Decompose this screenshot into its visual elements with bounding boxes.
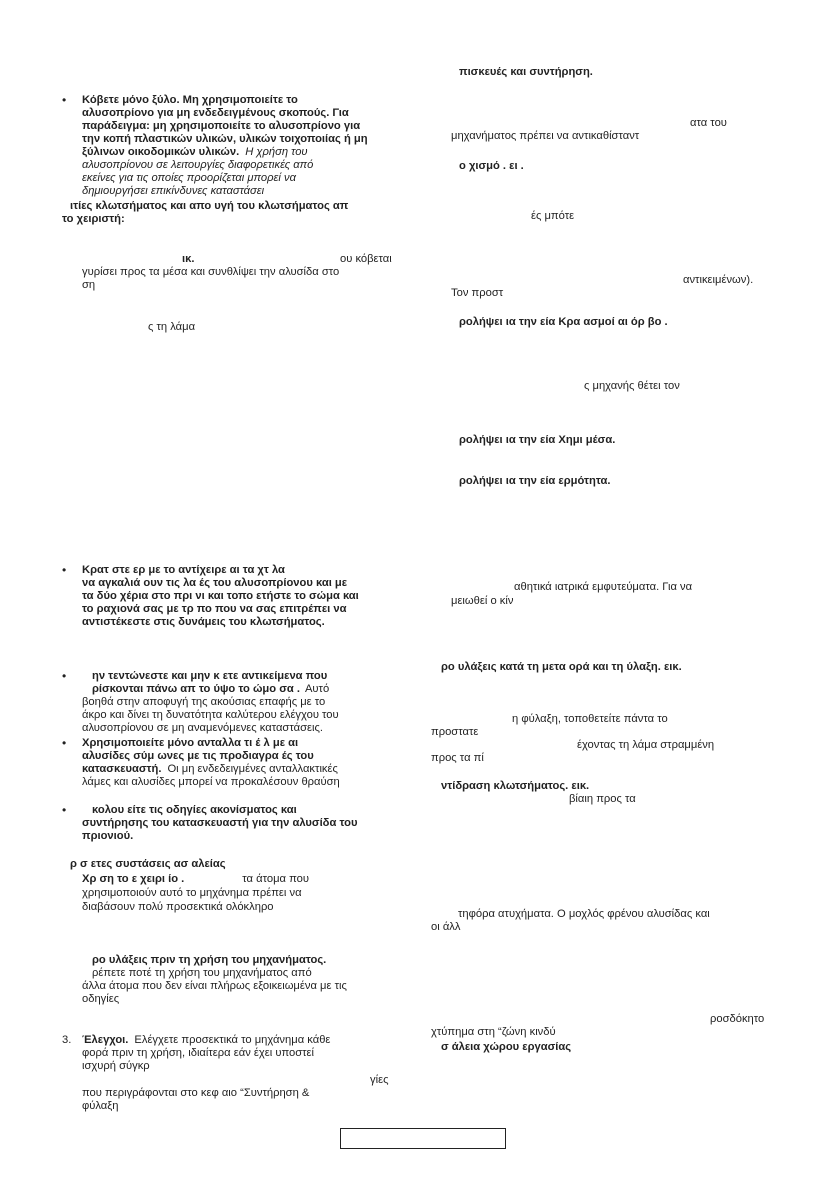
- bullet1-line5-bold: ξύλινων οικοδομικών υλικών.: [82, 146, 240, 158]
- item2-line4: οδηγίες: [82, 993, 120, 1005]
- right-line: έχοντας τη λάμα στραμμένη: [577, 739, 715, 751]
- right-kickback-heading: ντίδραση κλωτσήματος. εικ.: [441, 780, 590, 792]
- right-workplace-safety-heading: σ άλεια χώρου εργασίας: [441, 1041, 572, 1053]
- right-equipment-heading: ο χισμό . ει .: [459, 160, 524, 172]
- bullet4-line4: λάμες και αλυσίδες μπορεί να προκαλέσουν θραύση: [82, 776, 340, 788]
- bullet4-line2: αλυσίδες σύμ ωνες με τις προδιαγρα ές του: [82, 750, 314, 762]
- right-line: βίαιη προς τα: [569, 793, 636, 805]
- bullet4-line3: [82, 763, 338, 777]
- right-line: οι άλλ: [431, 921, 461, 933]
- kickback-heading-line2: το χειριστή:: [62, 213, 125, 225]
- bullet4-line3-bold: κατασκευαστή.: [82, 763, 162, 775]
- item3-line1: [82, 1034, 330, 1048]
- bullet5-line1: κολου είτε τις οδηγίες ακονίσματος και: [92, 804, 297, 816]
- bullet5-line2: συντήρησης του κατασκευαστή για την αλυσίδα του: [82, 817, 358, 829]
- item1-title: Χρ ση το ε χειρι ίο .: [82, 873, 185, 885]
- bullet1-line5-italic: Η χρήση του: [245, 146, 308, 158]
- bullet1-line1: Κόβετε μόνο ξύλο. Μη χρησιμοποιείτε το: [82, 94, 298, 106]
- bullet2-line5: αντιστέκεστε στις δυνάμεις του κλωτσήματος.: [82, 616, 325, 628]
- kickback-heading-line1: ιτίες κλωτσήματος και απο υγή του κλωτσήματος απ: [70, 200, 349, 212]
- right-line: ροσδόκητο: [710, 1013, 765, 1025]
- para1-line4: ς τη λάμα: [148, 321, 196, 333]
- item1-line1: [82, 873, 309, 887]
- bullet3-line2: [92, 683, 329, 697]
- right-line: ές μπότε: [531, 210, 575, 222]
- item1-line3: διαβάσουν πολύ προσεκτικά ολόκληρο: [82, 901, 274, 913]
- item2-line2: ρέπετε ποτέ τη χρήση του μηχανήματος από: [92, 967, 312, 979]
- item3-line5: που περιγράφονται στο κεφ αιο “Συντήρηση &: [82, 1087, 310, 1099]
- bullet1-line7: εκείνες για τις οποίες προορίζεται μπορεί να: [82, 172, 296, 184]
- right-heat-heading: ρολήψει ια την εία ερμότητα.: [459, 475, 611, 487]
- additional-safety-heading: ρ σ ετες συστάσεις ασ αλείας: [70, 858, 226, 870]
- item3-line3: ισχυρή σύγκρ: [82, 1060, 150, 1072]
- bullet4-line1: Χρησιμοποιείτε μόνο ανταλλα τι έ λ με αι: [82, 737, 299, 749]
- bullet1-line8: δημιουργήσει επικίνδυνες καταστάσει: [82, 185, 265, 197]
- right-repairs-heading: πισκευές και συντήρηση.: [459, 66, 593, 78]
- para1-line2: γυρίσει προς τα μέσα και συνθλίψει την αλυσίδα στο: [82, 266, 340, 278]
- right-line: αθητικά ιατρικά εμφυτεύματα. Για να: [514, 581, 693, 593]
- bullet1-line2: αλυσοπρίονο για μη ενδεδειγμένους σκοπούς. Για: [82, 107, 349, 119]
- bullet3-line1: ην τεντώνεστε και μην κ ετε αντικείμενα που: [92, 670, 328, 682]
- right-line: ς μηχανής θέτει τον: [584, 380, 680, 392]
- item3-line2: φορά πριν τη χρήση, ιδιαίτερα εάν έχει υποστεί: [82, 1047, 315, 1059]
- bullet-marker: •: [62, 736, 67, 750]
- right-line: Τον προστ: [451, 287, 504, 299]
- item2-title: ρο υλάξεις πριν τη χρήση του μηχανήματος.: [92, 954, 327, 966]
- bullet2-line2: να αγκαλιά ουν τις λα ές του αλυσοπρίονου και με: [82, 577, 348, 589]
- bullet1-line5: [82, 146, 308, 160]
- right-line: μηχανήματος πρέπει να αντικαθίσταντ: [451, 130, 640, 142]
- item3-number: 3.: [62, 1034, 72, 1046]
- right-chemicals-heading: ρολήψει ια την εία Χημι μέσα.: [459, 434, 616, 446]
- bullet-marker: •: [62, 803, 67, 817]
- bullet4-line3-text: Οι μη ενδεδειγμένες ανταλλακτικές: [167, 763, 338, 775]
- bullet3-line3: βοηθά στην αποφυγή της ακούσιας επαφής με το: [82, 696, 326, 708]
- para1-fig-ref: ικ.: [182, 253, 195, 265]
- right-line: ατα του: [690, 117, 727, 129]
- bullet3-line4: άκρο και δίνει τη δυνατότητα καλύτερου ελέγχου του: [82, 709, 339, 721]
- right-line: χτύπημα στη “ζώνη κινδύ: [431, 1026, 556, 1038]
- item3-line4: γίες: [370, 1074, 389, 1086]
- item2-line3: άλλα άτομα που δεν είναι πλήρως εξοικειωμένα με τις: [82, 980, 347, 992]
- right-line: μειωθεί ο κίν: [451, 595, 514, 607]
- right-transport-heading: ρο υλάξεις κατά τη μετα ορά και τη ύλαξη. εικ.: [441, 661, 682, 673]
- bullet3-line2-text: Αυτό: [304, 683, 330, 695]
- item3-line1-text: Ελέγχετε προσεκτικά το μηχάνημα κάθε: [134, 1034, 331, 1046]
- bullet3-line2-bold: ρίσκονται πάνω απ το ύψο το ώμο σα .: [92, 683, 300, 695]
- bullet2-line4: το ραχιονά σας με τρ πο που να σας επιτρέπει να: [82, 603, 347, 615]
- right-vibration-heading: ρολήψει ια την εία Κρα ασμοί αι όρ βο .: [459, 316, 668, 328]
- item1-line2: χρησιμοποιούν αυτό το μηχάνημα πρέπει να: [82, 887, 302, 899]
- page-number-box: [340, 1128, 506, 1149]
- item3-title: Έλεγχοι.: [82, 1034, 129, 1046]
- bullet-marker: •: [62, 669, 67, 683]
- bullet1-line6: αλυσοπρίονου σε λειτουργίες διαφορετικές από: [82, 159, 314, 171]
- right-line: αντικειμένων).: [683, 274, 754, 286]
- item3-line6: φύλαξη: [82, 1100, 119, 1112]
- para1-line3: ση: [82, 279, 96, 291]
- right-line: η φύλαξη, τοποθετείτε πάντα το: [512, 713, 668, 725]
- bullet3-line5: αλυσοπρίονου σε μη αναμενόμενες καταστάσεις.: [82, 722, 323, 734]
- bullet2-line3: τα δύο χέρια στο πρι νι και τοπο ετήστε το σώμα και: [82, 590, 359, 602]
- bullet-marker: •: [62, 93, 67, 107]
- bullet1-line3: παράδειγμα: μη χρησιμοποιείτε το αλυσοπρίονο για: [82, 120, 361, 132]
- para1-line1-end: ου κόβεται: [340, 253, 392, 265]
- item1-line1-text: τα άτομα που: [242, 873, 310, 885]
- bullet1-line4: την κοπή πλαστικών υλικών, υλικών τοιχοποιίας ή μη: [82, 133, 368, 145]
- right-line: προστατε: [431, 726, 479, 738]
- bullet-marker: •: [62, 563, 67, 577]
- right-line: τηφόρα ατυχήματα. Ο μοχλός φρένου αλυσίδας και: [458, 908, 710, 920]
- bullet2-line1: Κρατ στε ερ με το αντίχειρε αι τα χτ λα: [82, 564, 285, 576]
- bullet5-line3: πριονιού.: [82, 830, 134, 842]
- right-line: προς τα πί: [431, 752, 484, 764]
